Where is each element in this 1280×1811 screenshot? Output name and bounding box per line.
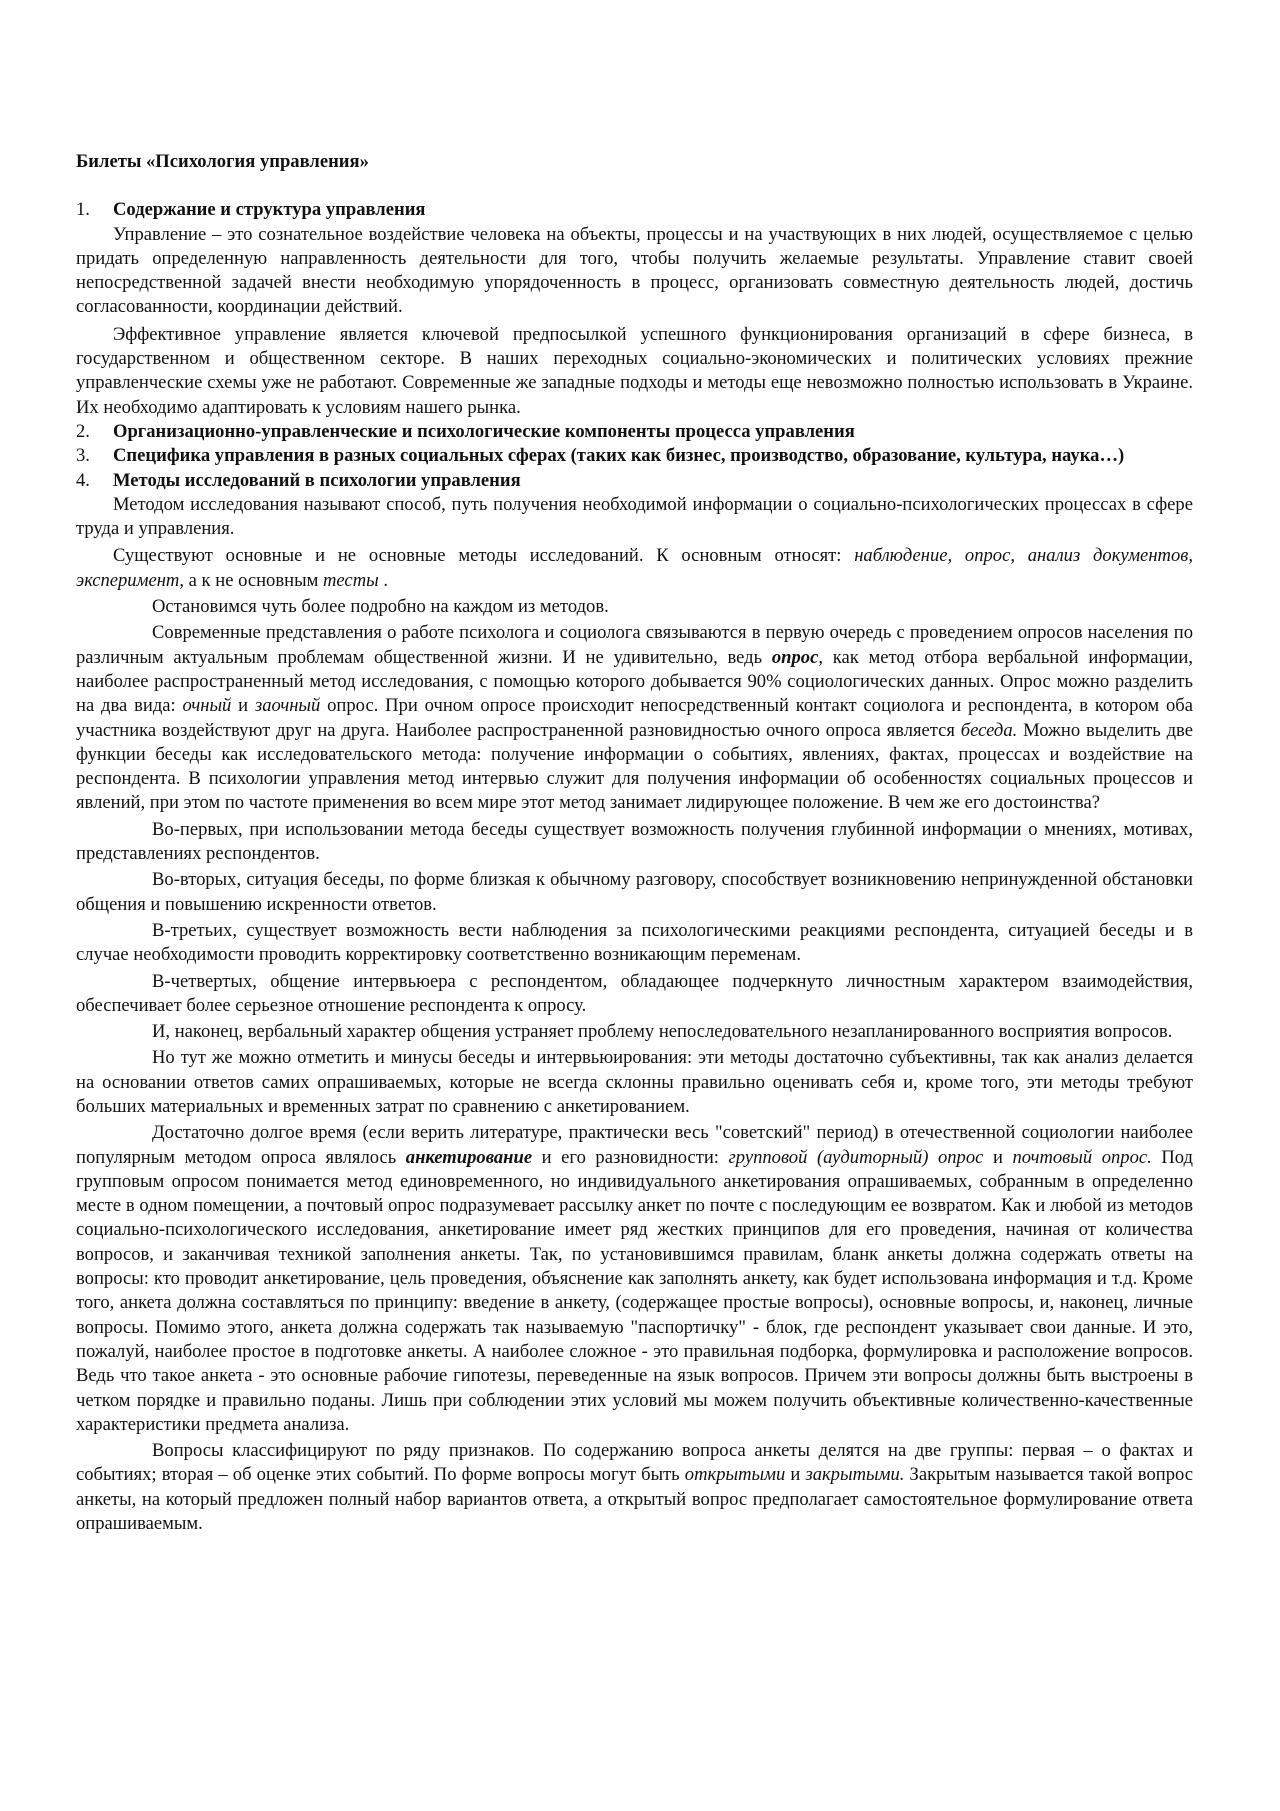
text-run: и [231, 695, 255, 717]
text-run: . [378, 569, 389, 591]
paragraph-minuses: Но тут же можно отметить и минусы беседы и интервьюирования: эти методы достаточно субъективны, так как анализ делается на основании ответов самих опрашиваемых, которые не всегда склонны правильно оценивать себя и, кроме того, эти методы требуют больших материальных и временных затрат по сравнению с анкетированием. [76, 1047, 1193, 1117]
item-title: Организационно-управленческие и психологические компоненты процесса управления [113, 420, 855, 442]
ticket-item-3 [76, 444, 1193, 468]
paragraph-finally: И, наконец, вербальный характер общения устраняет проблему непоследовательного незапланированного восприятия вопросов. [152, 1021, 1173, 1043]
paragraph-questionnaire [76, 1121, 1193, 1437]
text-run: Достаточно долгое время (если верить литературе, практически весь "советский" период) в отечественной социологии наиболее популярным методом опроса являлось [76, 1122, 1193, 1168]
paragraph-research-method: Методом исследования называют способ, путь получения необходимой информации о социально-психологических процессах в сфере труда и управления. [76, 493, 1193, 540]
text-run-bold-italic: анкетирование [405, 1146, 533, 1168]
text-run: , как метод отбора вербальной информации, наиболее распространенный метод исследования, с помощью которого добывается 90% социологических данных. Опрос можно разделить на два вида: [76, 646, 1193, 717]
blank-line [76, 174, 1193, 198]
paragraph-method-types [76, 544, 1193, 593]
text-run: и [983, 1146, 1013, 1168]
paragraph-secondly: Во-вторых, ситуация беседы, по форме близкая к обычному разговору, способствует возникновению непринужденной обстановки общения и повышению искренности ответов. [76, 869, 1193, 915]
text-run: Вопросы классифицируют по ряду признаков. По содержанию вопроса анкеты делятся на две группы: первая – о фактах и событиях; вторая – об оценке этих событий. По форме вопросы могут быть [76, 1440, 1193, 1486]
document-title: Билеты «Психология управления» [76, 151, 369, 172]
item-title: Содержание и структура управления [113, 199, 426, 221]
paragraph-effective-management: Эффективное управление является ключевой предпосылкой успешного функционирования организаций в сфере бизнеса, в государственном и общественном секторе. В наших переходных социально-экономических и политических условиях прежние управленческие схемы уже не работают. Современные же западные подходы и методы еще невозможно полностью использовать в Украине. Их необходимо адаптировать к условиям нашего рынка. [76, 323, 1193, 418]
document-page [76, 150, 1193, 1536]
text-run-italic: групповой (аудиторный) опрос [728, 1146, 984, 1168]
ticket-item-4 [76, 469, 1193, 493]
text-run: Закрытым называется такой вопрос анкеты, на который предложен полный набор вариантов ответа, а открытый вопрос предполагает самостоятельное формулирование ответа опрашиваемым. [76, 1464, 1194, 1535]
text-run-italic: беседа. [960, 719, 1018, 741]
text-run-italic: заочный [254, 695, 321, 717]
ticket-item-1 [76, 198, 1193, 222]
paragraph-management-definition: Управление – это сознательное воздействие человека на объекты, процессы и на участвующих в них людей, осуществляемое с целью придать определенную направленность деятельности для того, чтобы получить желаемые результаты. Управление ставит своей непосредственной задачей внести необходимую упорядоченность в процесс, организовать совместную деятельность людей, достичь согласованности, координации действий. [76, 223, 1193, 318]
text-run-italic: наблюдение, опрос, анализ документов, эксперимент [76, 545, 1193, 591]
paragraph-thirdly: В-третьих, существует возможность вести наблюдения за психологическими реакциями респондента, ситуацией беседы и в случае необходимости проводить корректировку соответственно возникающим переменам. [76, 919, 1193, 966]
text-run: Под групповым опросом понимается метод единовременного, но индивидуального анкетирования опрашиваемых, собранным в определенно месте в одном помещении, а почтовый опрос подразумевает рассылку анкет по почте с последующим ее возвратом. Как и любой из методов социально-психологического исследования, анкетирование имеет ряд жестких принципов для его проведения, начиная от количества вопросов, и заканчивая техникой заполнения анкеты. Так, по установившимся правилам, бланк анкеты должна содержать ответы на вопросы: кто проводит анкетирование, цель проведения, объяснение как заполнять анкету, как будет использована информация и т.д. Кроме того, анкета должна составляться по принципу: введение в анкету, (содержащее простые вопросы), основные вопросы, и, наконец, личные вопросы. Помимо этого, анкета должна содержать так называемую "паспортичку" - блок, где респондент указывает свои данные. И это, пожалуй, наиболее простое в подготовке анкеты. А наиболее сложное - это правильная подборка, формулировка и расположение вопросов. Ведь что такое анкета - это основные рабочие гипотезы, переведенные на язык вопросов. Причем эти вопросы должны быть выстроены в четком порядке и правильно поданы. Лишь при соблюдении этих условий мы можем получить объективные количественно-качественные характеристики предмета анализа. [76, 1146, 1193, 1435]
text-run: и его разновидности: [532, 1146, 729, 1168]
paragraph-fourthly: В-четвертых, общение интервьюера с респондентом, обладающее подчеркнуто личностным характером взаимодействия, обеспечивает более серьезное отношение респондента к опросу. [76, 970, 1193, 1016]
item-number: 1. [76, 199, 90, 221]
paragraph-survey [76, 621, 1193, 815]
text-run-italic: очный [182, 695, 232, 717]
paragraph-question-classification [76, 1439, 1193, 1536]
item-number: 2. [76, 420, 90, 442]
text-run-bold-italic: опрос [771, 646, 819, 668]
text-run: и [785, 1464, 806, 1486]
paragraph-each-method: Остановимся чуть более подробно на каждом из методов. [152, 596, 609, 618]
text-run-italic: тесты [323, 569, 379, 591]
text-run: , а к не основным [179, 569, 323, 591]
text-run: Современные представления о работе психолога и социолога связываются в первую очередь с проведением опросов населения по различным актуальным проблемам общественной жизни. И не удивительно, ведь [76, 622, 1193, 668]
item-title: Методы исследований в психологии управления [113, 469, 521, 491]
text-run-italic: почтовый опрос. [1012, 1146, 1152, 1168]
text-run: Существуют основные и не основные методы исследований. К основным относят: [113, 545, 855, 567]
item-title: Специфика управления в разных социальных сферах (таких как бизнес, производство, образование, культура, наука…) [113, 445, 1125, 467]
text-run: Можно выделить две функции беседы как исследовательского метода: получение информации о событиях, явлениях, фактах, процессах и воздействие на респондента. В психологии управления метод интервью служит для получения информации об особенностях социальных процессов и явлений, при этом по частоте применения во всем мире этот метод занимает лидирующее положение. В чем же его достоинства? [76, 719, 1193, 814]
item-number: 4. [76, 469, 90, 491]
item-number: 3. [76, 445, 90, 467]
ticket-item-2 [76, 420, 1193, 444]
text-run-italic: открытыми [684, 1464, 786, 1486]
text-run-italic: закрытыми. [805, 1464, 905, 1486]
paragraph-firstly: Во-первых, при использовании метода беседы существует возможность получения глубинной информации о мнениях, мотивах, представлениях респондентов. [76, 818, 1193, 865]
text-run: опрос. При очном опросе происходит непосредственный контакт социолога и респондента, в котором оба участника воздействуют друг на друга. Наиболее распространенной разновидностью очного опроса является [76, 695, 1193, 741]
